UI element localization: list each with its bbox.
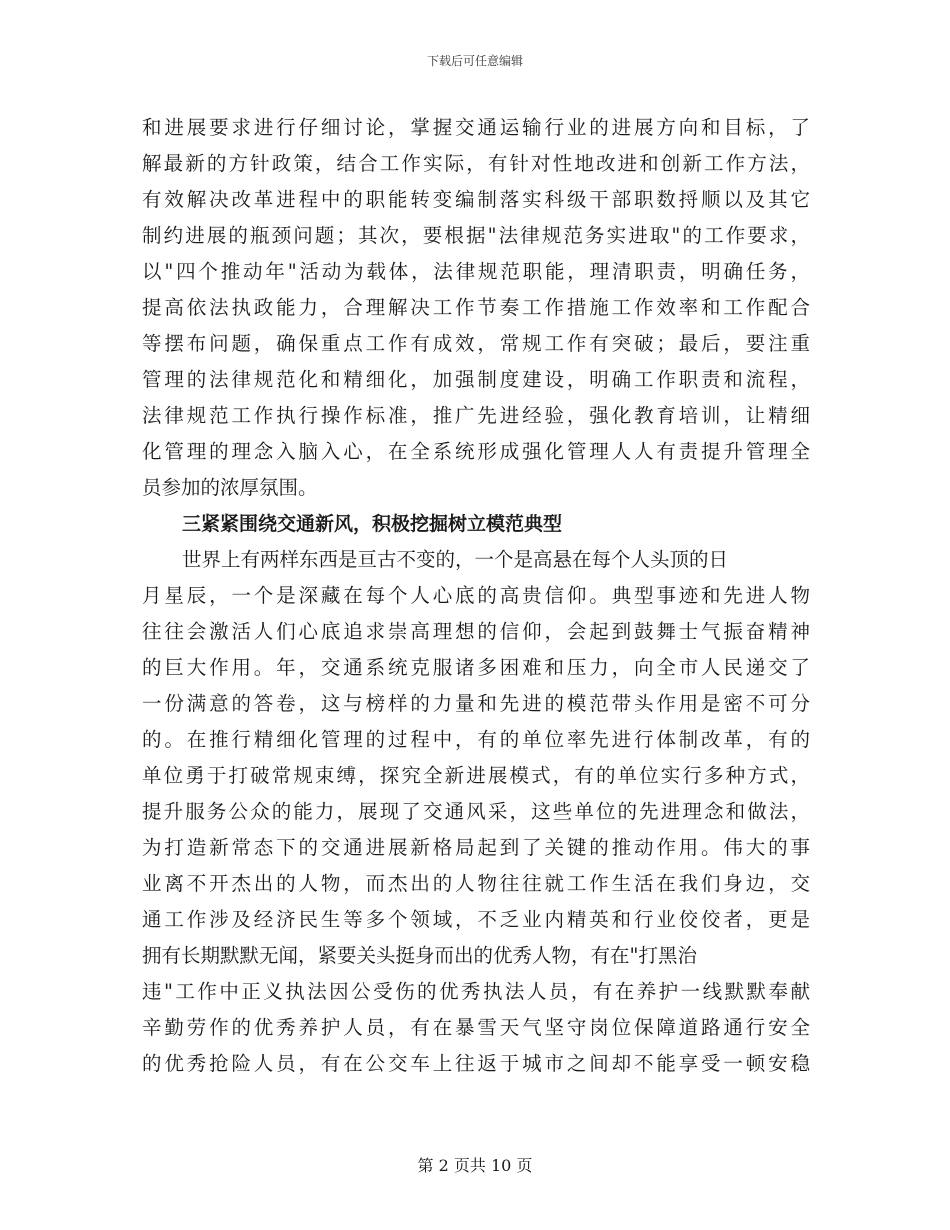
- text-line: 化管理的理念入脑入心，在全系统形成强化管理人人有责提升管理全: [142, 440, 810, 463]
- text-line: 以"四个推动年"活动为载体，法律规范职能，理清职责，明确任务，: [142, 260, 810, 283]
- page-footer: 第 2 页共 10 页: [417, 1156, 533, 1175]
- text-line: 拥有长期默默无闻，紧要关头挺身而出的优秀人物，有在"打黑治: [142, 944, 697, 967]
- text-line: 通工作涉及经济民生等多个领域，不乏业内精英和行业佼佼者，更是: [142, 908, 810, 931]
- text-line: 和进展要求进行仔细讨论，掌握交通运输行业的进展方向和目标，了: [142, 116, 810, 139]
- section-heading: 三紧紧围绕交通新风，积极挖掘树立模范典型: [182, 513, 563, 535]
- text-line: 辛勤劳作的优秀养护人员，有在暴雪天气坚守岗位保障道路通行安全: [142, 1016, 810, 1039]
- text-line: 制约进展的瓶颈问题；其次，要根据"法律规范务实进取"的工作要求，: [142, 224, 810, 247]
- text-line: 往往会激活人们心底追求崇高理想的信仰，会起到鼓舞士气振奋精神: [142, 620, 810, 643]
- text-line: 一份满意的答卷，这与榜样的力量和先进的模范带头作用是密不可分: [142, 692, 810, 715]
- text-line: 违"工作中正义执法因公受伤的优秀执法人员，有在养护一线默默奉献: [142, 980, 810, 1003]
- text-line: 的优秀抢险人员，有在公交车上往返于城市之间却不能享受一顿安稳: [142, 1052, 810, 1075]
- text-line: 等摆布问题，确保重点工作有成效，常规工作有突破；最后，要注重: [142, 332, 810, 355]
- text-line: 月星辰，一个是深藏在每个人心底的高贵信仰。典型事迹和先进人物: [142, 584, 810, 607]
- text-line: 单位勇于打破常规束缚，探究全新进展模式，有的单位实行多种方式，: [142, 764, 810, 787]
- text-line: 的巨大作用。年，交通系统克服诸多困难和压力，向全市人民递交了: [142, 656, 810, 679]
- text-line: 提高依法执政能力，合理解决工作节奏工作措施工作效率和工作配合: [142, 296, 810, 319]
- text-line: 有效解决改革进程中的职能转变编制落实科级干部职数捋顺以及其它: [142, 188, 810, 211]
- text-line: 解最新的方针政策，结合工作实际，有针对性地改进和创新工作方法，: [142, 152, 810, 175]
- page-header: 下载后可任意编辑: [426, 54, 523, 68]
- text-line: 业离不开杰出的人物，而杰出的人物往往就工作生活在我们身边，交: [142, 872, 810, 895]
- text-line: 为打造新常态下的交通进展新格局起到了关键的推动作用。伟大的事: [142, 836, 810, 859]
- text-line: 提升服务公众的能力，展现了交通风采，这些单位的先进理念和做法，: [142, 800, 810, 823]
- text-line: 法律规范工作执行操作标准，推广先进经验，强化教育培训，让精细: [142, 404, 810, 427]
- text-line: 世界上有两样东西是亘古不变的，一个是高悬在每个人头顶的日: [182, 548, 729, 571]
- document-body: [142, 110, 810, 1082]
- text-line: 的。在推行精细化管理的过程中，有的单位率先进行体制改革，有的: [142, 728, 810, 751]
- text-line: 管理的法律规范化和精细化，加强制度建设，明确工作职责和流程，: [142, 368, 810, 391]
- text-line: 员参加的浓厚氛围。: [142, 476, 318, 499]
